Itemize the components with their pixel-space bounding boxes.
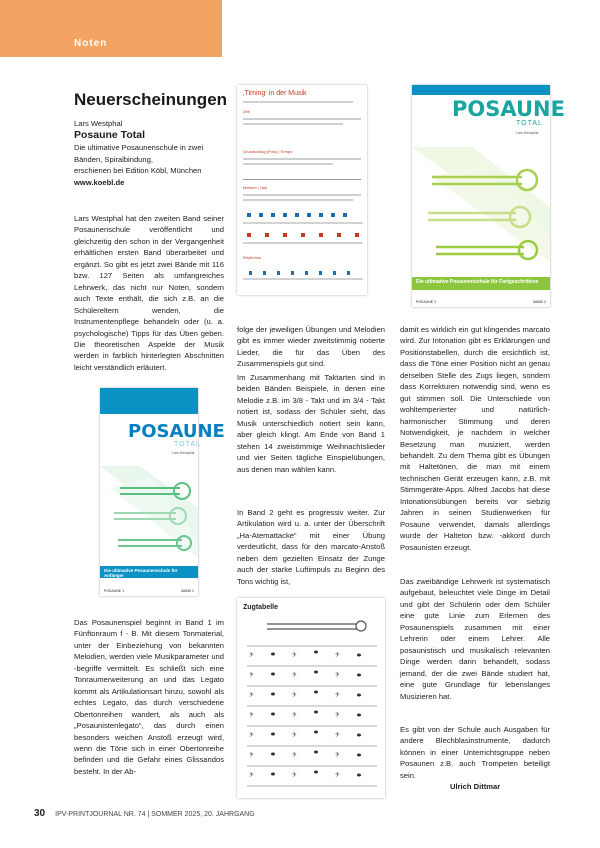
article-band1-text: Das Posaunenspiel beginnt in Band 1 im Fünftonraum f - B. Mit diesem Tonmaterial, unter der Einbeziehung von bekannten Melodien, werden viele Musikparameter und -begriffe vermittelt. Es schließt sich eine Tonraumerweiterung an und das Legato kommt als Artikulationsart hinzu, sowohl als echtes Legato, das durch verschiedene Obertonreihen wandert, als auch als „Posaunistenlegato“, das durch einen besonders weichen Anstoß erzeugt wird, wenn die Töne sich in einer Obertonreihe befinden und die Gefahr eines Glissandos besteht. In der Ab-	[74, 618, 224, 776]
book-desc-line: erschienen bei Edition Köbl, München	[74, 166, 202, 176]
cover-band-title: Die ultimative Posaunenschule für Fortgeschrittene	[412, 277, 550, 290]
author-signature: Ulrich Dittmar	[450, 782, 501, 791]
svg-text:𝄢: 𝄢	[249, 692, 254, 700]
zugtabelle-title: Zugtabelle	[243, 604, 279, 611]
section-tab	[0, 0, 222, 57]
cover-title: POSAUNE	[128, 421, 225, 442]
timing-section: Zeit	[243, 109, 250, 114]
timing-section: Rhythmus	[243, 255, 262, 260]
timing-title: ‚Timing‘ in der Musik	[243, 90, 307, 97]
timing-section: Grundschlag (Puls) | Tempo	[243, 149, 293, 154]
cover-subtitle: TOTAL	[516, 120, 543, 127]
article-paragraph: Es gibt von der Schule auch Ausgaben für andere Blechblasinstrumente, dadurch können in einer Unterrichtsgruppe neben Posaunen z.B. auch Trompeten beteiligt sein.	[400, 725, 550, 780]
svg-text:𝄢: 𝄢	[335, 732, 340, 740]
svg-text:𝄢: 𝄢	[249, 712, 254, 720]
cover-band-2	[412, 85, 565, 307]
cover-header-bar	[100, 388, 198, 414]
svg-text:𝄢: 𝄢	[335, 752, 340, 760]
cover-footer-right: BAND 2	[533, 300, 546, 304]
svg-text:𝄢: 𝄢	[292, 772, 297, 780]
article-paragraph: In Band 2 geht es progressiv weiter. Zur Artikulation wird u. a. unter der Überschrift „Ha-Atemattacke“ mit einer Übung verdeutlicht, dass für den marcato-Anstoß neben dem gezielten Einsatz der Zunge auch der starke Luftimpuls zu Beginn des Tons wichtig ist,	[237, 508, 385, 586]
slide-position-chart	[237, 616, 385, 796]
cover-author: Lars Westphal	[172, 451, 195, 455]
page-footer	[34, 808, 255, 819]
cover-header-bar	[412, 85, 550, 95]
svg-text:𝄢: 𝄢	[249, 752, 254, 760]
svg-text:𝄢: 𝄢	[249, 772, 254, 780]
cover-subtitle: TOTAL	[174, 441, 201, 448]
book-info	[74, 118, 224, 188]
svg-text:𝄢: 𝄢	[335, 712, 340, 720]
article-intro: Lars Westphal hat den zweiten Band seiner Posaunenschule veröffentlicht und gleichzeitig den schon in der Vergangenheit erhältlichen ersten Band überarbeitet und ergänzt. So gibt es jetzt zwei Bände mit 116 bzw. 127 Seiten als umfangreiches Lehrwerk, das nicht nur Noten, sondern auch Texte enthält, die sich z.B. an die Schülereltern wenden, die Instrumentenpflege behandeln oder (u. a. psychologische) Tipps für das Üben geben. Die theoretischen Aspekte der Musik werden in farblich hinterlegten Abschnitten leicht verständlich erläutert.	[74, 214, 224, 372]
cover-band-title: Die ultimative Posaunenschule für Anfänger	[100, 566, 198, 578]
svg-text:𝄢: 𝄢	[292, 712, 297, 720]
svg-text:𝄢: 𝄢	[249, 732, 254, 740]
svg-text:𝄢: 𝄢	[335, 652, 340, 660]
book-title: Posaune Total	[74, 129, 145, 142]
article-paragraph: Im Zusammenhang mit Taktarten sind in beiden Bänden Beispiele, in denen eine Melodie z.B. im 3/8 - Takt und im 3/4 - Takt notiert ist, sodass der Schüler sieht, das Musik unterschiedlich notiert sein kann, aber gleich klingt. Am Ende von Band 1 stehen 14 zweistimmige Weihnachtslieder und vier Seiten tägliche Einspielübungen, aus denen man wählen kann.	[237, 373, 385, 474]
publisher-link[interactable]: www.koebl.de	[74, 177, 125, 187]
svg-text:𝄢: 𝄢	[292, 752, 297, 760]
svg-text:𝄢: 𝄢	[292, 652, 297, 660]
cover-footer	[412, 297, 550, 307]
cover-footer-left: POSAUNE 1	[104, 589, 125, 593]
book-desc-line: Bänden, Spiralbindung,	[74, 154, 153, 164]
page-title: Neuerscheinungen	[74, 90, 228, 109]
trombone-illustration	[412, 137, 550, 277]
svg-text:𝄢: 𝄢	[292, 732, 297, 740]
article-paragraph: Das zweibändige Lehrwerk ist systematisch aufgebaut, beleuchtet viele Dinge im Detail und gibt der Schülerin oder dem Schüler eine gute Linie zum Erlernen des Posaunenspiels zusammen mit einer Lehrerin oder einem Lehrer. Alle posaunistisch und musikalisch relevanten Dinge werden darin behandelt, sodass jemand, der die zwei Bände studiert hat, eine gute Grundlage für lebenslanges Musizieren hat.	[400, 577, 550, 701]
svg-text:𝄢: 𝄢	[292, 672, 297, 680]
svg-text:𝄢: 𝄢	[292, 692, 297, 700]
cover-title: POSAUNE	[452, 97, 565, 121]
svg-text:𝄢: 𝄢	[249, 672, 254, 680]
timing-section: Metrum | Takt	[243, 185, 268, 190]
book-desc-line: Die ultimative Posaunenschule in zwei	[74, 143, 204, 153]
journal-info: IPV-PRINTJOURNAL NR. 74 | SOMMER 2025, 20. JAHRGANG	[55, 811, 255, 818]
rhythm-row	[243, 267, 363, 287]
cover-footer	[100, 586, 198, 596]
page-number: 30	[34, 808, 46, 819]
book-author: Lars Westphal	[74, 119, 123, 128]
zugtabelle-page	[237, 598, 385, 798]
rhythm-notation	[243, 209, 363, 249]
cover-footer-right: BAND 1	[181, 589, 194, 593]
cover-footer-left: POSAUNE 2	[416, 300, 437, 304]
svg-text:𝄢: 𝄢	[335, 692, 340, 700]
timing-page	[237, 85, 367, 295]
article-paragraph: damit es wirklich ein gut klingendes marcato wird. Zur Intonation gibt es Erklärungen und Positionstabellen, durch die ersichtlich ist, dass die Töne einer Position nicht an genau derselben Stelle des Zugs liegen, sondern dass Korrekturen notwendig sind, wenn es gut stimmen soll. Die Unterschiede von wohltemperierter und natürlich-harmonischer Stimmung und deren Notwendigkeit, je nachdem in welcher Besetzung man musiziert, werden behandelt. Zu dem Thema gibt es Übungen mit Haltetönen, die man mit einem technischen Gerät erzeugen kann, z.B. mit Stimmgeräte-Apps. Alfred Jacobs hat diese Intonationsübungen bereits vor siebzig Jahren in seinen Studienwerken für Posaune verwendet, damals allerdings wurde der Halteton bzw. -akkord durch Posaunisten erzeugt.	[400, 325, 550, 552]
article-paragraph: folge der jeweiligen Übungen und Melodien gibt es immer wieder zweitstimmig notierte Lieder, die für das Üben des Zusammenspiels gut sind.	[237, 325, 385, 369]
trombone-illustration	[100, 458, 198, 578]
svg-text:𝄢: 𝄢	[249, 652, 254, 660]
svg-text:𝄢: 𝄢	[335, 772, 340, 780]
cover-author: Lars Westphal	[516, 131, 539, 135]
cover-band-1	[100, 388, 225, 596]
section-label: Noten	[74, 38, 108, 49]
svg-text:𝄢: 𝄢	[335, 672, 340, 680]
